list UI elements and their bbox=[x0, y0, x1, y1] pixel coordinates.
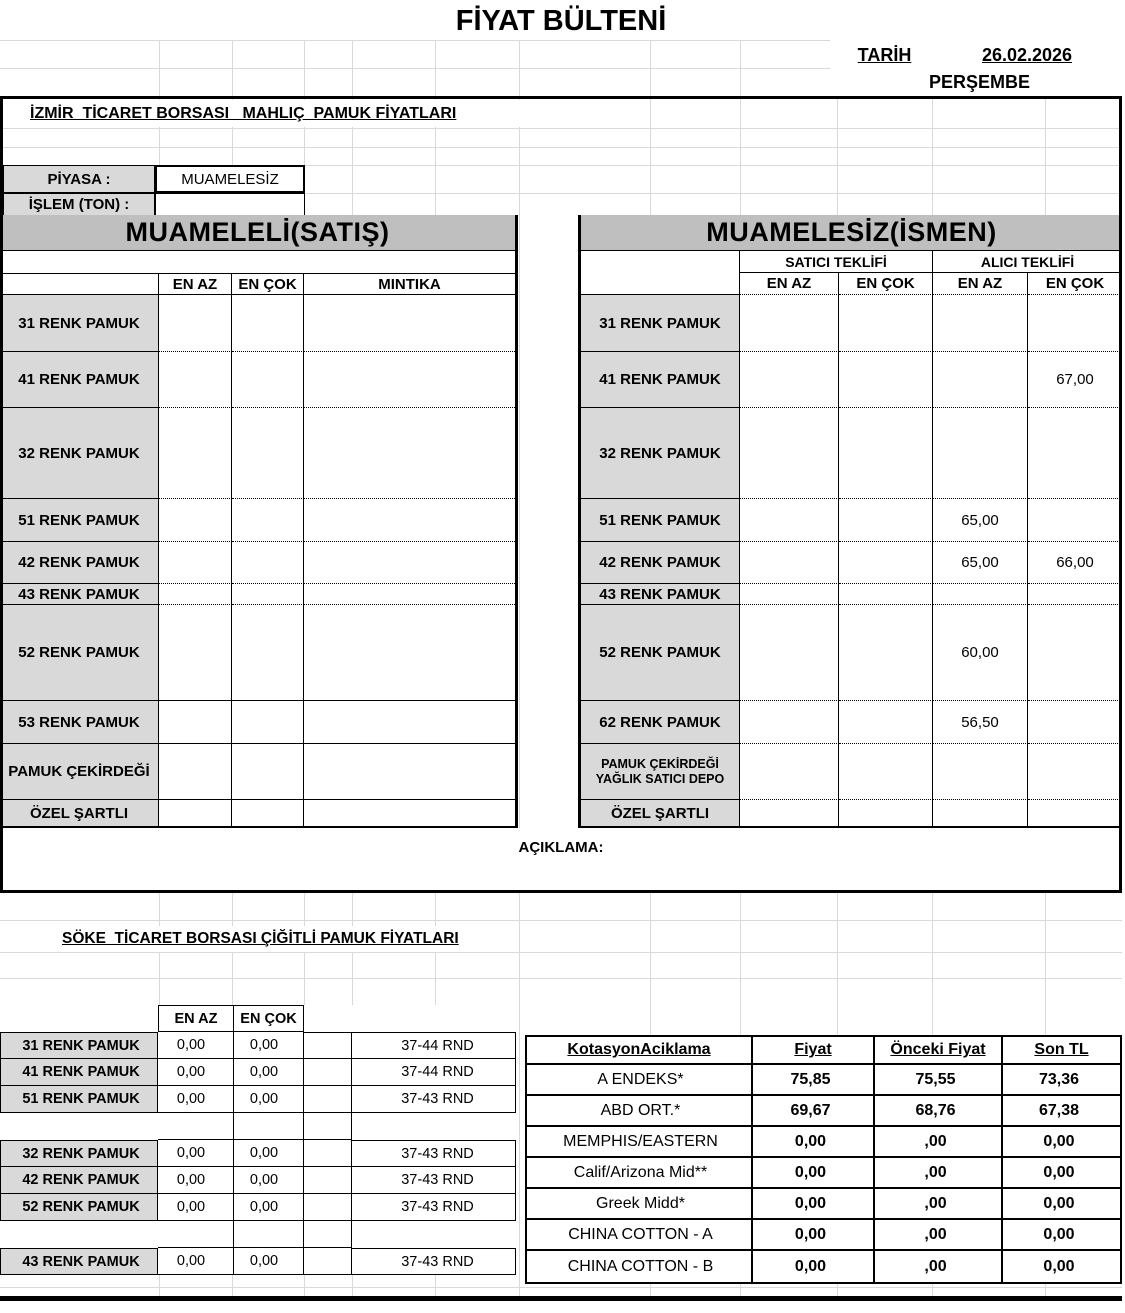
row-label: ABD ORT.* bbox=[527, 1096, 753, 1127]
row-label: 41 RENK PAMUK bbox=[0, 1059, 158, 1086]
row-label: 62 RENK PAMUK bbox=[581, 701, 740, 744]
spacer-cell bbox=[304, 1248, 352, 1275]
corner-cell bbox=[581, 273, 740, 295]
value-cell: 67,38 bbox=[1003, 1096, 1120, 1127]
value-cell: 0,00 bbox=[158, 1194, 234, 1221]
value-cell bbox=[304, 499, 515, 542]
value-cell bbox=[159, 584, 232, 605]
value-cell: 0,00 bbox=[1003, 1127, 1120, 1158]
gridline bbox=[0, 978, 1122, 979]
col-header-mintika: MINTIKA bbox=[304, 273, 515, 295]
value-cell bbox=[159, 408, 232, 499]
value-cell bbox=[159, 352, 232, 408]
group-header-alici: ALICI TEKLİFİ bbox=[933, 251, 1122, 273]
value-cell: ,00 bbox=[875, 1220, 1003, 1251]
value-cell bbox=[304, 295, 515, 352]
row-label: 31 RENK PAMUK bbox=[0, 295, 159, 352]
value-cell bbox=[159, 499, 232, 542]
value-cell: 60,00 bbox=[933, 605, 1028, 701]
soke-section-title: SÖKE TİCARET BORSASI ÇİĞİTLİ PAMUK FİYATLARI bbox=[62, 926, 492, 952]
value-cell: 0,00 bbox=[753, 1220, 875, 1251]
spacer-row bbox=[0, 251, 515, 273]
value-cell bbox=[232, 800, 304, 826]
value-cell: 0,00 bbox=[1043, 1257, 1075, 1275]
value-cell: 75,55 bbox=[875, 1065, 1003, 1096]
value-cell bbox=[304, 605, 515, 701]
col-header-enaz: EN AZ bbox=[159, 273, 232, 295]
group-header-satici: SATICI TEKLİFİ bbox=[740, 251, 933, 273]
value-cell bbox=[304, 542, 515, 584]
row-label: 43 RENK PAMUK bbox=[0, 1248, 158, 1275]
blank-cell bbox=[158, 1221, 234, 1248]
muamelesiz-table-title: MUAMELESİZ(İSMEN) bbox=[581, 215, 1122, 251]
row-label: 41 RENK PAMUK bbox=[0, 352, 159, 408]
blank-row-label bbox=[0, 1221, 158, 1248]
muameleli-table-title: MUAMELELİ(SATIŞ) bbox=[0, 215, 515, 251]
value-cell: 65,00 bbox=[933, 542, 1028, 584]
col-header-enaz: EN AZ bbox=[158, 1005, 234, 1032]
value-cell bbox=[740, 605, 839, 701]
col-header-son-tl: Son TL bbox=[1003, 1037, 1120, 1065]
row-label: 52 RENK PAMUK bbox=[0, 605, 159, 701]
value-cell: 56,50 bbox=[933, 701, 1028, 744]
blank-cell bbox=[352, 1113, 516, 1140]
value-cell bbox=[740, 701, 839, 744]
value-cell bbox=[304, 800, 515, 826]
value-cell bbox=[232, 744, 304, 800]
value-cell bbox=[933, 800, 1028, 826]
row-label: 51 RENK PAMUK bbox=[0, 1086, 158, 1113]
value-cell: 73,36 bbox=[1003, 1065, 1120, 1096]
gridline bbox=[519, 0, 520, 1296]
row-label: 32 RENK PAMUK bbox=[0, 1140, 158, 1167]
row-label: 41 RENK PAMUK bbox=[581, 352, 740, 408]
value-cell: 0,00 bbox=[158, 1167, 234, 1194]
value-cell: 0,00 bbox=[234, 1167, 304, 1194]
value-cell: 69,67 bbox=[753, 1096, 875, 1127]
row-label: CHINA COTTON - B bbox=[527, 1251, 753, 1282]
row-label: 53 RENK PAMUK bbox=[0, 701, 159, 744]
blank-cell bbox=[234, 1113, 304, 1140]
gridline bbox=[0, 920, 1122, 921]
value-cell: 0,00 bbox=[1003, 1158, 1120, 1189]
value-cell bbox=[740, 499, 839, 542]
blank-cell bbox=[234, 1221, 304, 1248]
row-label: PAMUK ÇEKİRDEĞİ bbox=[0, 744, 159, 800]
row-label: 31 RENK PAMUK bbox=[581, 295, 740, 352]
value-cell: 0,00 bbox=[1003, 1220, 1120, 1251]
value-cell: 68,76 bbox=[875, 1096, 1003, 1127]
value-cell: 0,00 bbox=[753, 1251, 875, 1282]
value-cell bbox=[1028, 605, 1122, 701]
col-header-onceki-fiyat: Önceki Fiyat bbox=[875, 1037, 1003, 1065]
value-cell bbox=[839, 499, 933, 542]
value-cell bbox=[839, 584, 933, 605]
gridline bbox=[0, 952, 1122, 953]
value-cell bbox=[740, 584, 839, 605]
aciklama-label: AÇIKLAMA: bbox=[518, 838, 604, 856]
value-cell bbox=[159, 295, 232, 352]
value-cell bbox=[740, 352, 839, 408]
value-cell bbox=[933, 744, 1028, 800]
row-label: 51 RENK PAMUK bbox=[581, 499, 740, 542]
value-cell bbox=[159, 542, 232, 584]
value-cell bbox=[1028, 701, 1122, 744]
spacer-cell bbox=[304, 1140, 352, 1167]
spacer-cell bbox=[304, 1113, 352, 1140]
value-cell: 0,00 bbox=[158, 1059, 234, 1086]
value-cell: 67,00 bbox=[1028, 352, 1122, 408]
region-cell: 37-43 RND bbox=[352, 1194, 516, 1221]
day-value: PERŞEMBE bbox=[928, 72, 1031, 92]
value-cell bbox=[232, 701, 304, 744]
value-cell bbox=[740, 800, 839, 826]
value-cell bbox=[839, 352, 933, 408]
value-cell bbox=[232, 499, 304, 542]
value-cell bbox=[839, 542, 933, 584]
region-cell: 37-44 RND bbox=[352, 1059, 516, 1086]
value-cell bbox=[839, 800, 933, 826]
value-cell bbox=[740, 408, 839, 499]
row-label: 52 RENK PAMUK bbox=[0, 1194, 158, 1221]
value-cell bbox=[933, 295, 1028, 352]
value-cell: 0,00 bbox=[753, 1127, 875, 1158]
muameleli-table bbox=[0, 215, 518, 828]
region-cell: 37-43 RND bbox=[352, 1248, 516, 1275]
value-cell bbox=[159, 605, 232, 701]
muamelesiz-table bbox=[578, 215, 1122, 828]
row-label: MEMPHIS/EASTERN bbox=[527, 1127, 753, 1158]
value-cell: 65,00 bbox=[933, 499, 1028, 542]
value-cell: ,00 bbox=[875, 1127, 1003, 1158]
piyasa-label: PİYASA : bbox=[3, 165, 155, 193]
spacer-cell bbox=[304, 1221, 352, 1248]
corner-cell bbox=[581, 251, 740, 273]
value-cell bbox=[304, 744, 515, 800]
gridline bbox=[0, 147, 1122, 148]
spacer-cell bbox=[304, 1086, 352, 1113]
region-cell: 37-43 RND bbox=[352, 1140, 516, 1167]
izmir-section-title: İZMİR TİCARET BORSASI MAHLIÇ PAMUK FİYATLARI bbox=[30, 100, 520, 127]
value-cell bbox=[304, 701, 515, 744]
row-label: 32 RENK PAMUK bbox=[581, 408, 740, 499]
spacer-cell bbox=[304, 1005, 352, 1032]
value-cell bbox=[839, 605, 933, 701]
value-cell: 0,00 bbox=[158, 1248, 234, 1275]
value-cell bbox=[304, 584, 515, 605]
value-cell bbox=[304, 408, 515, 499]
value-cell bbox=[933, 352, 1028, 408]
value-cell: 0,00 bbox=[158, 1032, 234, 1059]
value-cell bbox=[1028, 499, 1122, 542]
gridline bbox=[0, 1287, 1122, 1288]
row-label: ÖZEL ŞARTLI bbox=[0, 800, 159, 826]
col-header-alici-enaz: EN AZ bbox=[933, 273, 1028, 295]
value-cell bbox=[232, 584, 304, 605]
value-cell: 0,00 bbox=[753, 1158, 875, 1189]
value-cell: 0,00 bbox=[158, 1140, 234, 1167]
spacer-cell bbox=[304, 1059, 352, 1086]
col-header-alici-encok: EN ÇOK bbox=[1028, 273, 1122, 295]
col-header-encok: EN ÇOK bbox=[232, 273, 304, 295]
blank-cell bbox=[158, 1113, 234, 1140]
row-label: 32 RENK PAMUK bbox=[0, 408, 159, 499]
corner-cell bbox=[0, 1005, 158, 1032]
gridline bbox=[0, 128, 1122, 129]
piyasa-value: MUAMELESİZ bbox=[155, 165, 305, 193]
value-cell bbox=[1028, 584, 1122, 605]
value-cell bbox=[232, 605, 304, 701]
value-cell bbox=[232, 408, 304, 499]
value-cell: ,00 bbox=[875, 1189, 1003, 1220]
row-label: Calif/Arizona Mid** bbox=[527, 1158, 753, 1189]
value-cell bbox=[232, 295, 304, 352]
value-cell: 0,00 bbox=[234, 1032, 304, 1059]
value-cell: 0,00 bbox=[234, 1140, 304, 1167]
value-cell: 0,00 bbox=[234, 1194, 304, 1221]
row-label: PAMUK ÇEKİRDEĞİ YAĞLIK SATICI DEPO bbox=[581, 744, 740, 800]
date-value: 26.02.2026 bbox=[981, 44, 1073, 65]
kotasyon-table bbox=[525, 1035, 1122, 1284]
col-header-satici-enaz: EN AZ bbox=[740, 273, 839, 295]
page-title: FİYAT BÜLTENİ bbox=[455, 4, 667, 37]
value-cell: 0,00 bbox=[1003, 1189, 1120, 1220]
spacer-cell bbox=[304, 1032, 352, 1059]
page-bottom-border bbox=[0, 1296, 1122, 1301]
value-cell: 0,00 bbox=[158, 1086, 234, 1113]
corner-cell bbox=[0, 273, 159, 295]
row-label: CHINA COTTON - A bbox=[527, 1220, 753, 1251]
region-cell: 37-43 RND bbox=[352, 1086, 516, 1113]
blank-row-label bbox=[0, 1113, 158, 1140]
value-cell bbox=[740, 295, 839, 352]
col-header-encok: EN ÇOK bbox=[234, 1005, 304, 1032]
islem-label: İŞLEM (TON) : bbox=[3, 193, 155, 216]
value-cell bbox=[933, 408, 1028, 499]
region-cell: 37-44 RND bbox=[352, 1032, 516, 1059]
value-cell: 75,85 bbox=[753, 1065, 875, 1096]
col-header-kotasyon: KotasyonAciklama bbox=[527, 1037, 753, 1065]
row-label: 31 RENK PAMUK bbox=[0, 1032, 158, 1059]
row-label: 42 RENK PAMUK bbox=[0, 542, 159, 584]
value-cell bbox=[159, 701, 232, 744]
value-cell bbox=[839, 408, 933, 499]
value-cell bbox=[933, 584, 1028, 605]
value-cell bbox=[839, 295, 933, 352]
value-cell: 0,00 bbox=[234, 1059, 304, 1086]
value-cell: 0,00 bbox=[753, 1189, 875, 1220]
value-cell: ,00 bbox=[875, 1158, 1003, 1189]
spacer-cell bbox=[304, 1167, 352, 1194]
value-cell: 0,00 bbox=[234, 1086, 304, 1113]
value-cell bbox=[1028, 744, 1122, 800]
col-header-fiyat: Fiyat bbox=[753, 1037, 875, 1065]
spacer-cell bbox=[304, 1194, 352, 1221]
row-label: 52 RENK PAMUK bbox=[581, 605, 740, 701]
value-cell bbox=[304, 352, 515, 408]
col-header-satici-encok: EN ÇOK bbox=[839, 273, 933, 295]
value-cell: ,00 bbox=[875, 1251, 1003, 1282]
value-cell bbox=[232, 542, 304, 584]
soke-table bbox=[0, 1005, 516, 1275]
region-cell: 37-43 RND bbox=[352, 1167, 516, 1194]
value-cell bbox=[1028, 408, 1122, 499]
value-cell bbox=[159, 744, 232, 800]
row-label: ÖZEL ŞARTLI bbox=[581, 800, 740, 826]
value-cell bbox=[740, 744, 839, 800]
row-label: 43 RENK PAMUK bbox=[0, 584, 159, 605]
row-label: Greek Midd* bbox=[527, 1189, 753, 1220]
row-label: 42 RENK PAMUK bbox=[0, 1167, 158, 1194]
date-label: TARİH bbox=[857, 44, 912, 65]
islem-value bbox=[155, 193, 305, 216]
value-cell bbox=[839, 744, 933, 800]
spacer-cell bbox=[352, 1005, 516, 1032]
row-label: 51 RENK PAMUK bbox=[0, 499, 159, 542]
value-cell bbox=[839, 701, 933, 744]
value-cell: 0,00 bbox=[234, 1248, 304, 1275]
value-cell: 66,00 bbox=[1028, 542, 1122, 584]
value-cell bbox=[740, 542, 839, 584]
row-label: 43 RENK PAMUK bbox=[581, 584, 740, 605]
blank-cell bbox=[352, 1221, 516, 1248]
value-cell bbox=[1028, 295, 1122, 352]
value-cell bbox=[232, 352, 304, 408]
row-label: 42 RENK PAMUK bbox=[581, 542, 740, 584]
value-cell bbox=[159, 800, 232, 826]
value-cell bbox=[1028, 800, 1122, 826]
row-label: A ENDEKS* bbox=[527, 1065, 753, 1096]
